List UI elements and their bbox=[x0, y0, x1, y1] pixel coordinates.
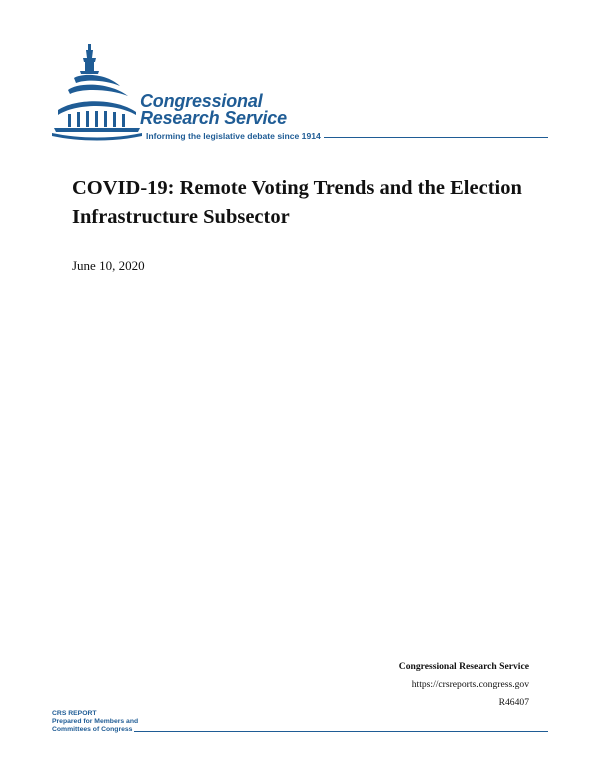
logo-name-line1: Congressional bbox=[140, 91, 263, 111]
logo-name-line2: Research Service bbox=[140, 108, 287, 128]
logo-tagline-row bbox=[146, 130, 548, 142]
footer-line2-row bbox=[52, 726, 548, 734]
crs-logo bbox=[50, 40, 550, 144]
logo-organization-name bbox=[140, 93, 287, 127]
crs-report-footer bbox=[52, 710, 548, 734]
footer-rule bbox=[134, 731, 548, 732]
capitol-dome-icon bbox=[50, 40, 146, 144]
publisher-url[interactable]: https://crsreports.congress.gov bbox=[411, 679, 529, 690]
report-number: R46407 bbox=[498, 697, 529, 708]
report-date: June 10, 2020 bbox=[72, 258, 145, 273]
publisher-block bbox=[399, 658, 529, 712]
logo-tagline: Informing the legislative debate since 1914 bbox=[146, 131, 321, 141]
report-title: COVID-19: Remote Voting Trends and the Election Infrastructure Subsector bbox=[72, 177, 522, 228]
publisher-name: Congressional Research Service bbox=[398, 661, 529, 672]
footer-line1: Prepared for Members and bbox=[52, 718, 139, 725]
tagline-rule bbox=[324, 137, 548, 138]
footer-label: CRS REPORT bbox=[52, 710, 97, 717]
footer-line2: Committees of Congress bbox=[52, 726, 133, 733]
